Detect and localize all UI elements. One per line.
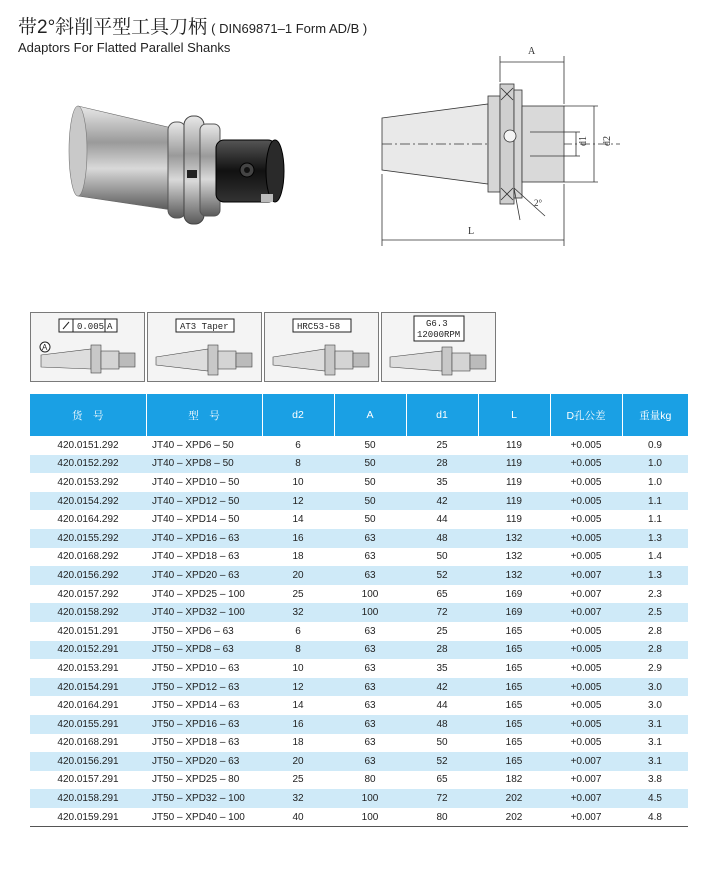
table-cell: +0.005 [570,439,602,451]
table-cell: 1.0 [622,455,688,474]
column-header: L [478,394,550,436]
table-cell: 63 [334,678,406,697]
table-cell: 12 [262,492,334,511]
table-row [30,436,688,455]
table-cell: 1.3 [622,529,688,548]
table-cell: 44 [436,514,448,526]
table-cell: 16 [262,715,334,734]
table-cell: 50 [334,455,406,474]
table-cell: 16 [262,529,334,548]
page-title [18,12,367,39]
table-cell: JT50 – XPD18 – 63 [152,737,240,749]
table-row [30,734,688,753]
table-cell: +0.005 [570,625,602,637]
table-cell: 0.9 [648,439,662,451]
table-cell: 80 [406,808,478,827]
table-cell: 420.0154.292 [30,492,146,511]
table-cell: 63 [334,529,406,548]
table-cell: +0.007 [550,603,622,622]
column-header: 货 号 [30,394,146,436]
table-cell: 32 [262,789,334,808]
table-cell: 63 [364,700,376,712]
table-cell: 420.0168.291 [57,737,119,749]
table-cell: 80 [364,774,376,786]
table-row [30,455,688,474]
table-cell: 12 [262,678,334,697]
column-header: D孔公差 [550,394,622,436]
table-cell: +0.007 [550,789,622,808]
table-row [30,622,688,641]
table-cell: +0.005 [550,492,622,511]
table-cell: +0.005 [570,700,602,712]
table-cell: 165 [505,625,523,637]
table-cell: 40 [262,808,334,827]
table-cell: +0.005 [550,455,622,474]
table-cell: 165 [505,662,523,674]
table-cell: 18 [292,551,304,563]
table-cell: 63 [364,737,376,749]
table-cell: JT40 – XPD14 – 50 [152,514,240,526]
table-cell: 63 [334,566,406,585]
table-cell: 4.8 [622,808,688,827]
table-cell: 100 [334,789,406,808]
table-cell: 420.0151.292 [57,439,119,451]
table-cell: 20 [262,566,334,585]
table-cell: 132 [478,566,550,585]
table-cell: +0.005 [570,514,602,526]
table-cell: 1.1 [622,492,688,511]
table-cell: 169 [505,588,523,600]
table-cell: 6 [295,439,301,451]
table-cell: JT40 – XPD8 – 50 [146,455,262,474]
table-cell: 420.0152.291 [30,641,146,660]
column-header: A [334,394,406,436]
table-cell: 420.0152.292 [30,455,146,474]
table-cell: 3.1 [622,752,688,771]
table-cell: +0.007 [570,588,602,600]
table-cell: 132 [478,529,550,548]
table-cell: 165 [478,678,550,697]
table-cell: JT50 – XPD16 – 63 [146,715,262,734]
table-cell: 165 [478,715,550,734]
column-header: 重量kg [622,394,688,436]
table-cell: 420.0158.292 [30,603,146,622]
table-row [30,492,688,511]
table-cell: JT50 – XPD10 – 63 [152,662,240,674]
table-cell: 119 [478,492,550,511]
table-cell: JT40 – XPD6 – 50 [152,439,234,451]
feature-panels [30,312,495,382]
table-cell: 42 [406,678,478,697]
table-cell: 169 [478,603,550,622]
table-cell: 14 [292,514,304,526]
table-cell: +0.005 [570,551,602,563]
table-cell: 50 [364,476,376,488]
feature-taper-panel [147,312,262,382]
table-cell: 420.0151.291 [57,625,119,637]
table-cell: 3.1 [622,715,688,734]
table-cell: 14 [292,700,304,712]
table-cell: JT50 – XPD25 – 80 [152,774,240,786]
feature-hardness-panel [264,312,379,382]
table-row [30,641,688,660]
dim-d2-label: d2 [602,136,613,146]
table-cell: 3.0 [648,700,662,712]
balance-rpm: 12000RPM [417,330,461,340]
table-cell: 25 [436,439,448,451]
table-cell: JT50 – XPD20 – 63 [146,752,262,771]
table-cell: 8 [262,455,334,474]
table-cell: 165 [505,737,523,749]
table-cell: 100 [334,808,406,827]
table-cell: 63 [334,752,406,771]
table-cell: 165 [478,641,550,660]
table-cell: 100 [361,588,379,600]
table-cell: +0.005 [550,641,622,660]
table-cell: 1.4 [648,551,662,563]
table-cell: JT40 – XPD20 – 63 [146,566,262,585]
table-cell: 2.3 [648,588,662,600]
table-cell: 28 [406,455,478,474]
runout-value: 0.005 [77,322,105,332]
spec-table [30,394,688,827]
table-cell: 1.0 [648,476,662,488]
datum-marker: A [42,343,48,352]
tool-holder-photo [60,78,300,258]
table-cell: 50 [436,737,448,749]
table-cell: 3.1 [648,737,662,749]
table-row [30,473,688,492]
table-cell: 119 [506,476,522,488]
table-cell: JT50 – XPD6 – 63 [152,625,234,637]
table-cell: JT50 – XPD14 – 63 [152,700,240,712]
feature-runout-panel [30,312,145,382]
table-cell: 4.5 [622,789,688,808]
table-cell: 420.0157.292 [57,588,119,600]
title-en: Adaptors For Flatted Parallel Shanks [18,40,231,55]
table-cell: 10 [292,662,304,674]
table-cell: 420.0155.291 [30,715,146,734]
table-row [30,771,688,790]
table-cell: 100 [334,603,406,622]
table-cell: 25 [436,625,448,637]
table-cell: 63 [334,641,406,660]
table-body [30,436,688,827]
table-cell: JT40 – XPD25 – 100 [152,588,245,600]
table-cell: 18 [292,737,304,749]
table-cell: 35 [436,476,448,488]
runout-datum: A [107,322,113,332]
table-cell: 50 [364,514,376,526]
table-row [30,603,688,622]
table-cell: JT40 – XPD16 – 63 [146,529,262,548]
feature-balance-panel [381,312,496,382]
table-cell: +0.005 [550,715,622,734]
table-row [30,585,688,604]
table-cell: 50 [436,551,448,563]
table-cell: 10 [292,476,304,488]
technical-drawing [370,38,650,248]
hardness-label: HRC53-58 [297,322,341,332]
table-cell: 8 [262,641,334,660]
table-cell: 119 [506,514,522,526]
table-cell: 2.9 [648,662,662,674]
dim-d1-label: d1 [578,136,589,146]
table-cell: 420.0153.291 [57,662,119,674]
table-cell: 420.0156.291 [30,752,146,771]
table-cell: 63 [334,715,406,734]
table-cell: 202 [478,808,550,827]
dim-a-label: A [528,46,536,57]
table-cell: JT50 – XPD40 – 100 [146,808,262,827]
table-header-row [30,394,688,436]
table-cell: 420.0154.291 [30,678,146,697]
table-cell: +0.005 [570,662,602,674]
dim-l-label: L [468,226,475,237]
table-cell: 202 [478,789,550,808]
table-row [30,752,688,771]
table-cell: JT40 – XPD10 – 50 [152,476,240,488]
table-cell: 50 [364,439,376,451]
table-cell: 2.5 [622,603,688,622]
table-cell: 63 [364,662,376,674]
dim-angle-label: 2° [534,198,543,208]
table-cell: +0.005 [570,737,602,749]
table-cell: 420.0157.291 [57,774,119,786]
table-cell: 25 [292,774,304,786]
table-cell: 35 [436,662,448,674]
table-cell: JT50 – XPD12 – 63 [146,678,262,697]
table-cell: 2.8 [622,641,688,660]
table-cell: 420.0168.292 [57,551,119,563]
title-cn: 带2°斜削平型工具刀柄 [18,17,208,38]
column-header: 型 号 [146,394,262,436]
table-cell: 420.0155.292 [30,529,146,548]
table-cell: 50 [334,492,406,511]
table-cell: 72 [406,789,478,808]
table-cell: 420.0153.292 [57,476,119,488]
table-cell: 119 [478,455,550,474]
table-cell: 420.0158.291 [30,789,146,808]
table-cell: 420.0164.292 [57,514,119,526]
table-row [30,510,688,529]
table-row [30,808,688,827]
title-standard: ( DIN69871–1 Form AD/B ) [211,21,368,36]
table-cell: +0.005 [550,678,622,697]
table-row [30,715,688,734]
table-cell: 20 [262,752,334,771]
table-cell: JT40 – XPD12 – 50 [146,492,262,511]
table-row [30,548,688,567]
table-cell: 72 [406,603,478,622]
table-cell: 44 [436,700,448,712]
table-cell: 3.0 [622,678,688,697]
table-cell: 3.8 [648,774,662,786]
table-cell: 25 [292,588,304,600]
table-cell: JT50 – XPD8 – 63 [146,641,262,660]
table-cell: 119 [506,439,522,451]
table-cell: 32 [262,603,334,622]
table-cell: 165 [505,700,523,712]
table-cell: 63 [364,625,376,637]
table-cell: +0.005 [550,529,622,548]
table-cell: +0.007 [550,808,622,827]
table-row [30,696,688,715]
table-row [30,659,688,678]
balance-grade: G6.3 [426,319,448,329]
table-cell: 52 [406,752,478,771]
table-cell: JT40 – XPD32 – 100 [146,603,262,622]
table-cell: 65 [436,588,448,600]
table-row [30,529,688,548]
table-cell: JT40 – XPD18 – 63 [152,551,240,563]
table-cell: 63 [364,551,376,563]
table-cell: 48 [406,715,478,734]
table-cell: +0.007 [550,752,622,771]
table-row [30,678,688,697]
table-cell: 1.3 [622,566,688,585]
column-header: d1 [406,394,478,436]
table-cell: 165 [478,752,550,771]
table-cell: 182 [505,774,523,786]
table-row [30,566,688,585]
table-cell: 420.0156.292 [30,566,146,585]
table-cell: JT50 – XPD32 – 100 [146,789,262,808]
table-cell: 420.0159.291 [30,808,146,827]
table-cell: 42 [406,492,478,511]
taper-label: AT3 Taper [180,322,229,332]
table-cell: 52 [406,566,478,585]
column-header: d2 [262,394,334,436]
table-cell: 48 [406,529,478,548]
table-cell: +0.005 [570,476,602,488]
table-cell: 6 [295,625,301,637]
table-cell: 1.1 [648,514,662,526]
table-cell: +0.007 [570,774,602,786]
table-cell: +0.007 [550,566,622,585]
table-cell: 65 [436,774,448,786]
table-cell: 28 [406,641,478,660]
table-cell: 2.8 [648,625,662,637]
table-row [30,789,688,808]
table-cell: 420.0164.291 [57,700,119,712]
table-cell: 132 [505,551,523,563]
